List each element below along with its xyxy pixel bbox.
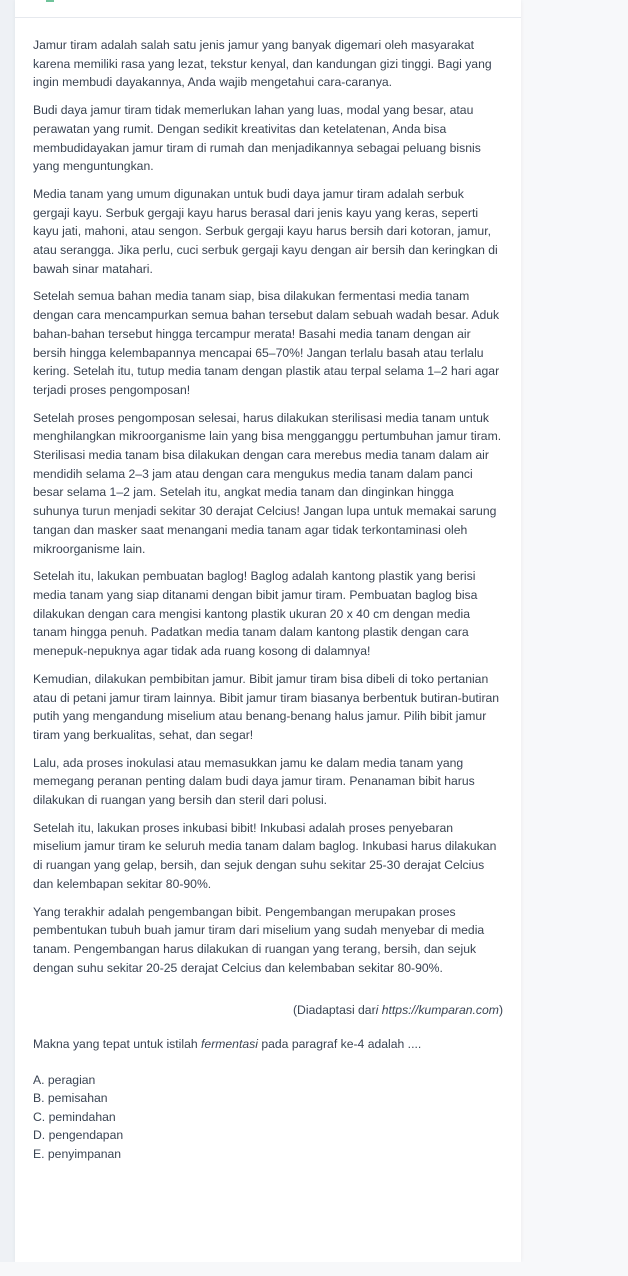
source-url: i https://kumparan.com xyxy=(375,1003,499,1018)
passage-paragraph-4: Setelah semua bahan media tanam siap, bisa dilakukan fermentasi media tanam dengan cara mencampurkan semua bahan tersebut dalam sebuah wadah besar. Aduk bahan-bahan tersebut hingga tercampur merata! Basahi media tanam dengan air bersih hingga kelembapannya mencapai 65–70%! Jangan terlalu basah atau terlalu kering. Setelah itu, tutup media tanam dengan plastik atau terpal selama 1–2 hari agar terjadi proses pengomposan! xyxy=(33,289,500,397)
question-content xyxy=(33,36,503,1163)
passage-paragraph-9: Setelah itu, lakukan proses inkubasi bibit! Inkubasi adalah proses penyebaran miselium jamur tiram ke seluruh media tanam dalam baglog. Inkubasi harus dilakukan di ruangan yang gelap, bersih, dan sejuk dengan suhu sekitar 25-30 derajat Celcius dan kelembapan sekitar 80-90%. xyxy=(33,820,497,891)
passage-paragraph-3: Media tanam yang umum digunakan untuk budi daya jamur tiram adalah serbuk gergaji kayu. Serbuk gergaji kayu harus berasal dari jenis kayu yang keras, seperti kayu jati, mahoni, atau sengon. Serbuk gergaji kayu harus bersih dari kotoran, jamur, atau serangga. Jika perlu, cuci serbuk gergaji kayu dengan air bersih dan keringkan di bawah sinar matahari. xyxy=(33,186,498,276)
option-b[interactable]: B. pemisahan xyxy=(33,1091,108,1106)
question-term: fermentasi xyxy=(201,1037,258,1052)
passage-paragraph-10: Yang terakhir adalah pengembangan bibit. Pengembangan merupakan proses pembentukan tubuh buah jamur tiram dari miselium yang sudah menyebar di media tanam. Pengembangan harus dilakukan di ruangan yang terang, bersih, dan sejuk dengan suhu sekitar 20-25 derajat Celcius dan kelembaban sekitar 80-90%. xyxy=(33,904,485,975)
answer-options xyxy=(33,1071,503,1164)
bottom-strip xyxy=(0,1262,628,1276)
passage-paragraph-7: Kemudian, dilakukan pembibitan jamur. Bibit jamur tiram bisa dibeli di toko pertanian atau di petani jamur tiram lainnya. Bibit jamur tiram biasanya berbentuk butiran-butiran putih yang mengandung miselium atau benang-benang halus jamur. Pilih bibit jamur tiram yang berkualitas, sehat, dan segar! xyxy=(33,671,500,742)
passage-paragraph-6: Setelah itu, lakukan pembuatan baglog! Baglog adalah kantong plastik yang berisi media tanam yang siap ditanami dengan bibit jamur tiram. Pembuatan baglog bisa dilakukan dengan cara mengisi kantong plastik ukuran 20 x 40 cm dengan media tanam hingga penuh. Padatkan media tanam dalam kantong plastik dengan cara menepuk-nepuknya agar tidak ada ruang kosong di dalamnya! xyxy=(33,569,478,659)
source-suffix: ) xyxy=(498,1003,503,1018)
passage-paragraph-2: Budi daya jamur tiram tidak memerlukan lahan yang luas, modal yang besar, atau perawatan yang rumit. Dengan sedikit kreativitas dan ketelatenan, Anda bisa membudidayakan jamur tiram di rumah dan menjadikannya sebagai peluang bisnis yang menguntungkan. xyxy=(33,103,481,174)
header-accent-mark xyxy=(46,0,54,2)
question-card xyxy=(15,0,521,1262)
question-before: Makna yang tepat untuk istilah xyxy=(33,1037,202,1052)
passage-paragraph-1: Jamur tiram adalah salah satu jenis jamur yang banyak digemari oleh masyarakat karena memiliki rasa yang lezat, tekstur kenyal, dan kandungan gizi tinggi. Bagi yang ingin membudi dayakannya, Anda wajib mengetahui cara-caranya. xyxy=(33,38,492,90)
passage-paragraph-5: Setelah proses pengomposan selesai, harus dilakukan sterilisasi media tanam untuk menghilangkan mikroorganisme lain yang bisa mengganggu pertumbuhan jamur tiram. Sterilisasi media tanam bisa dilakukan dengan cara merebus media tanam dalam air mendidih selama 2–3 jam atau dengan cara mengukus media tanam dalam panci besar selama 1–2 jam. Setelah itu, angkat media tanam dan dinginkan hingga suhunya turun menjadi sekitar 30 derajat Celcius! Jangan lupa untuk memakai sarung tangan dan masker saat menangani media tanam agar tidak terkontaminasi oleh mikroorganisme lain. xyxy=(33,410,502,556)
question-text xyxy=(33,1035,503,1054)
source-citation xyxy=(33,1001,503,1020)
option-c[interactable]: C. pemindahan xyxy=(33,1109,116,1124)
card-header xyxy=(15,0,521,18)
source-prefix: (Diadaptasi dar xyxy=(293,1003,376,1018)
option-e[interactable]: E. penyimpanan xyxy=(33,1146,122,1161)
option-d[interactable]: D. pengendapan xyxy=(33,1128,124,1143)
passage-paragraph-8: Lalu, ada proses inokulasi atau memasukkan jamu ke dalam media tanam yang memegang peranan penting dalam budi daya jamur tiram. Penanaman bibit harus dilakukan di ruangan yang bersih dan steril dari polusi. xyxy=(33,755,475,808)
option-a[interactable]: A. peragian xyxy=(33,1072,96,1087)
question-after: pada paragraf ke-4 adalah .... xyxy=(257,1037,422,1052)
right-panel xyxy=(521,0,628,1262)
